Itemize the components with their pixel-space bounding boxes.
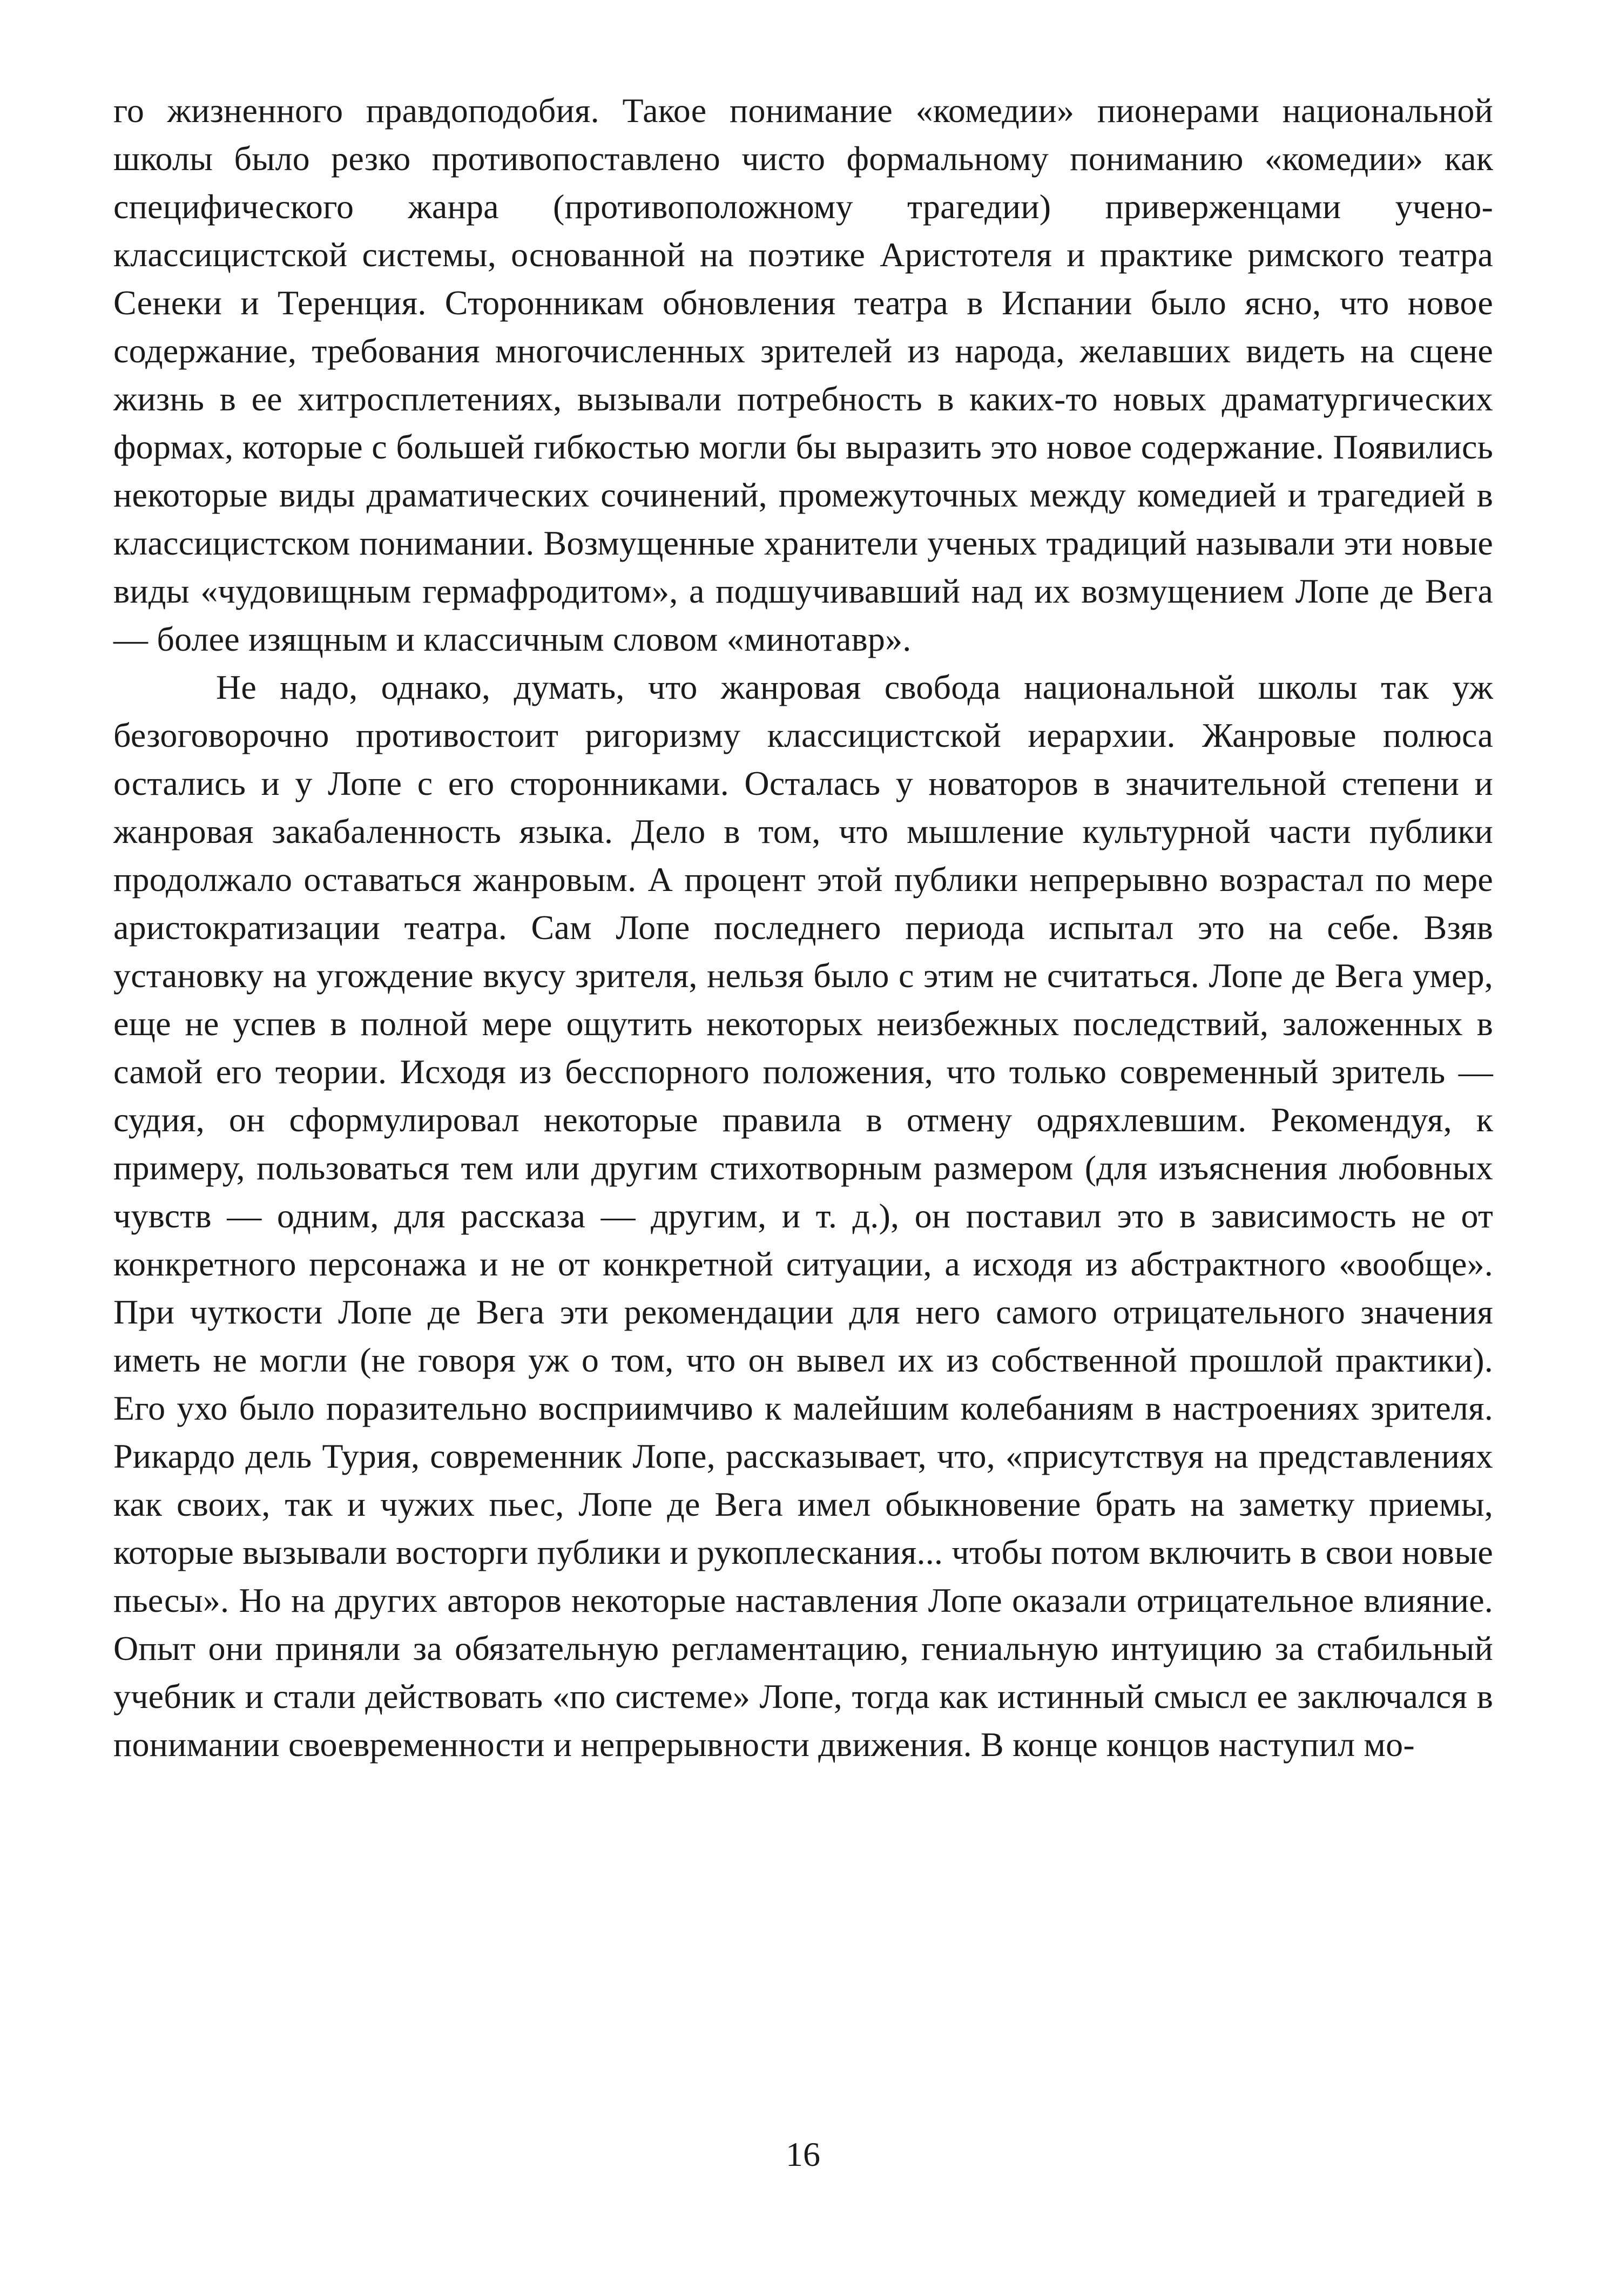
paragraph-1: го жизненного правдоподобия. Такое понимание «комедии» пионерами национальной школы было резко противопоставлено чисто формальному пониманию «комедии» как специфического жанра (противоположному трагедии) приверженцами учено-классицистской системы, основанной на поэтике Аристотеля и практике римского театра Сенеки и Теренция. Сторонникам обновления театра в Испании было ясно, что новое содержание, требования многочисленных зрителей из народа, желавших видеть на сцене жизнь в ее хитросплетениях, вызывали потребность в каких-то новых драматургических формах, которые с большей гибкостью могли бы выразить это новое содержание. Появились некоторые виды драматических сочинений, промежуточных между комедией и трагедией в классицистском понимании. Возмущенные хранители ученых традиций называли эти новые виды «чудовищным гермафродитом», а подшучивавший над их возмущением Лопе де Вега — более изящным и классичным словом «минотавр». [113, 91, 1493, 658]
page-number: 16 [786, 2135, 820, 2173]
paragraph-2: Не надо, однако, думать, что жанровая свобода национальной школы так уж безоговорочно противостоит ригоризму классицистской иерархии. Жанровые полюса остались и у Лопе с его сторонниками. Осталась у новаторов в значительной степени и жанровая закабаленность языка. Дело в том, что мышление культурной части публики продолжало оставаться жанровым. А процент этой публики непрерывно возрастал по мере аристократизации театра. Сам Лопе последнего периода испытал это на себе. Взяв установку на угождение вкусу зрителя, нельзя было с этим не считаться. Лопе де Вега умер, еще не успев в полной мере ощутить некоторых неизбежных последствий, заложенных в самой его теории. Исходя из бесспорного положения, что только современный зритель — судия, он сформулировал некоторые правила в отмену одряхлевшим. Рекомендуя, к примеру, пользоваться тем или другим стихотворным размером (для изъяснения любовных чувств — одним, для рассказа — другим, и т. д.), он поставил это в зависимость не от конкретного персонажа и не от конкретной ситуации, а исходя из абстрактного «вообще». При чуткости Лопе де Вега эти рекомендации для него самого отрицательного значения иметь не могли (не говоря уж о том, что он вывел их из собственной прошлой практики). Его ухо было поразительно восприимчиво к малейшим колебаниям в настроениях зрителя. Рикардо дель Турия, современник Лопе, рассказывает, что, «присутствуя на представлениях как своих, так и чужих пьес, Лопе де Вега имел обыкновение брать на заметку приемы, которые вызывали восторги публики и рукоплескания... чтобы потом включить в свои новые пьесы». Но на других авторов некоторые наставления Лопе оказали отрицательное влияние. Опыт они приняли за обязательную регламентацию, гениальную интуицию за стабильный учебник и стали действовать «по системе» Лопе, тогда как истинный смысл ее заключался в понимании своевременности и непрерывности движения. В конце концов наступил мо- [113, 668, 1493, 1764]
page-body [113, 86, 1493, 1768]
